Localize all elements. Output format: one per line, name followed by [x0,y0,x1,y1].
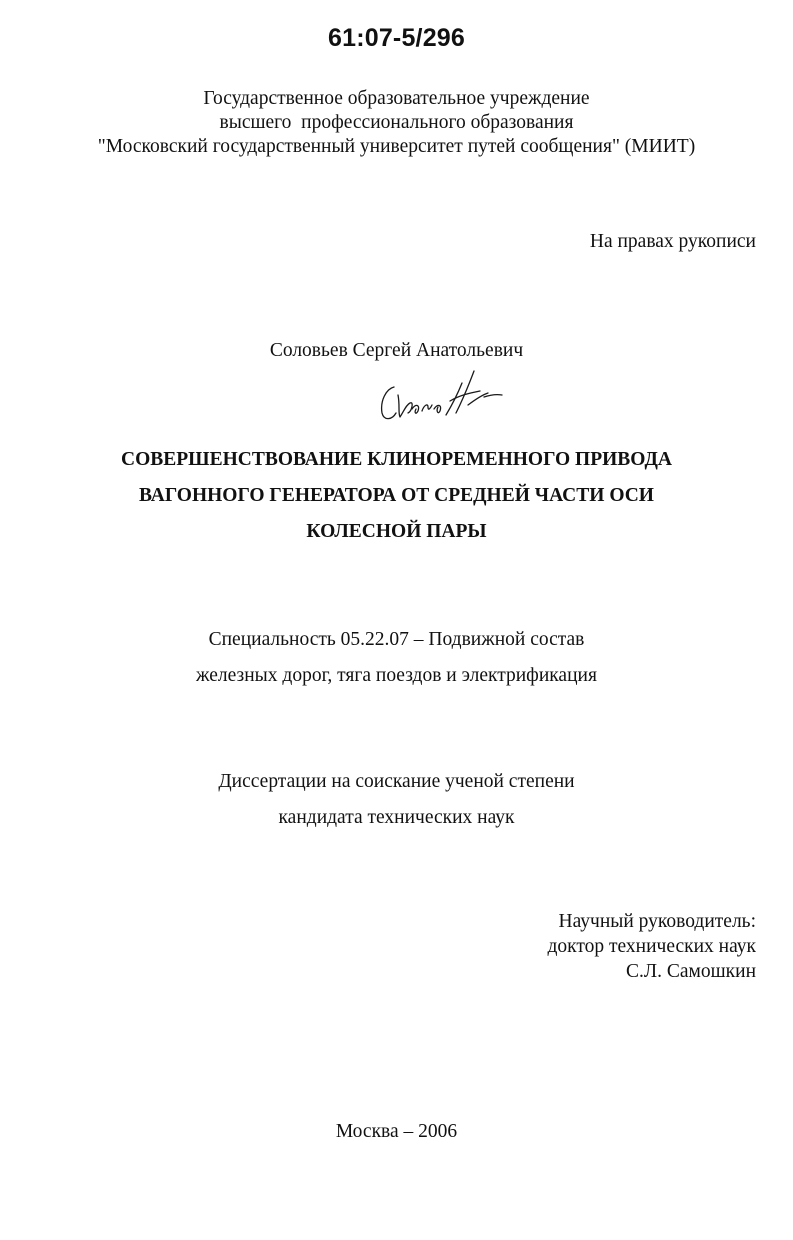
signature-image [372,365,512,433]
specialty-line-2: железных дорог, тяга поездов и электрификация [196,665,597,686]
institution-line-3: "Московский государственный университет путей сообщения" (МИИТ) [97,136,696,157]
title-line-3: КОЛЕСНОЙ ПАРЫ [306,521,487,542]
advisor-degree: доктор технических наук [547,936,756,957]
institution-line-2: высшего профессионального образования [219,112,574,133]
advisor-name: С.Л. Самошкин [626,961,756,982]
advisor-label: Научный руководитель: [558,911,756,932]
dissertation-title [0,442,793,550]
degree-block [0,764,793,836]
institution-block [0,87,793,159]
manuscript-note: На правах рукописи [589,231,756,252]
degree-line-1: Диссертации на соискание ученой степени [218,771,575,792]
specialty-block [0,622,793,694]
institution-line-1: Государственное образовательное учреждение [203,88,590,109]
author-name: Соловьев Сергей Анатольевич [269,340,524,361]
title-line-1: СОВЕРШЕНСТВОВАНИЕ КЛИНОРЕМЕННОГО ПРИВОДА [120,449,673,470]
city-year: Москва – 2006 [335,1121,458,1142]
title-line-2: ВАГОННОГО ГЕНЕРАТОРА ОТ СРЕДНЕЙ ЧАСТИ ОСИ [139,485,654,506]
catalog-number: 61:07-5/296 [327,24,466,52]
advisor-block [547,909,756,984]
degree-line-2: кандидата технических наук [278,807,515,828]
specialty-line-1: Специальность 05.22.07 – Подвижной состав [208,629,585,650]
